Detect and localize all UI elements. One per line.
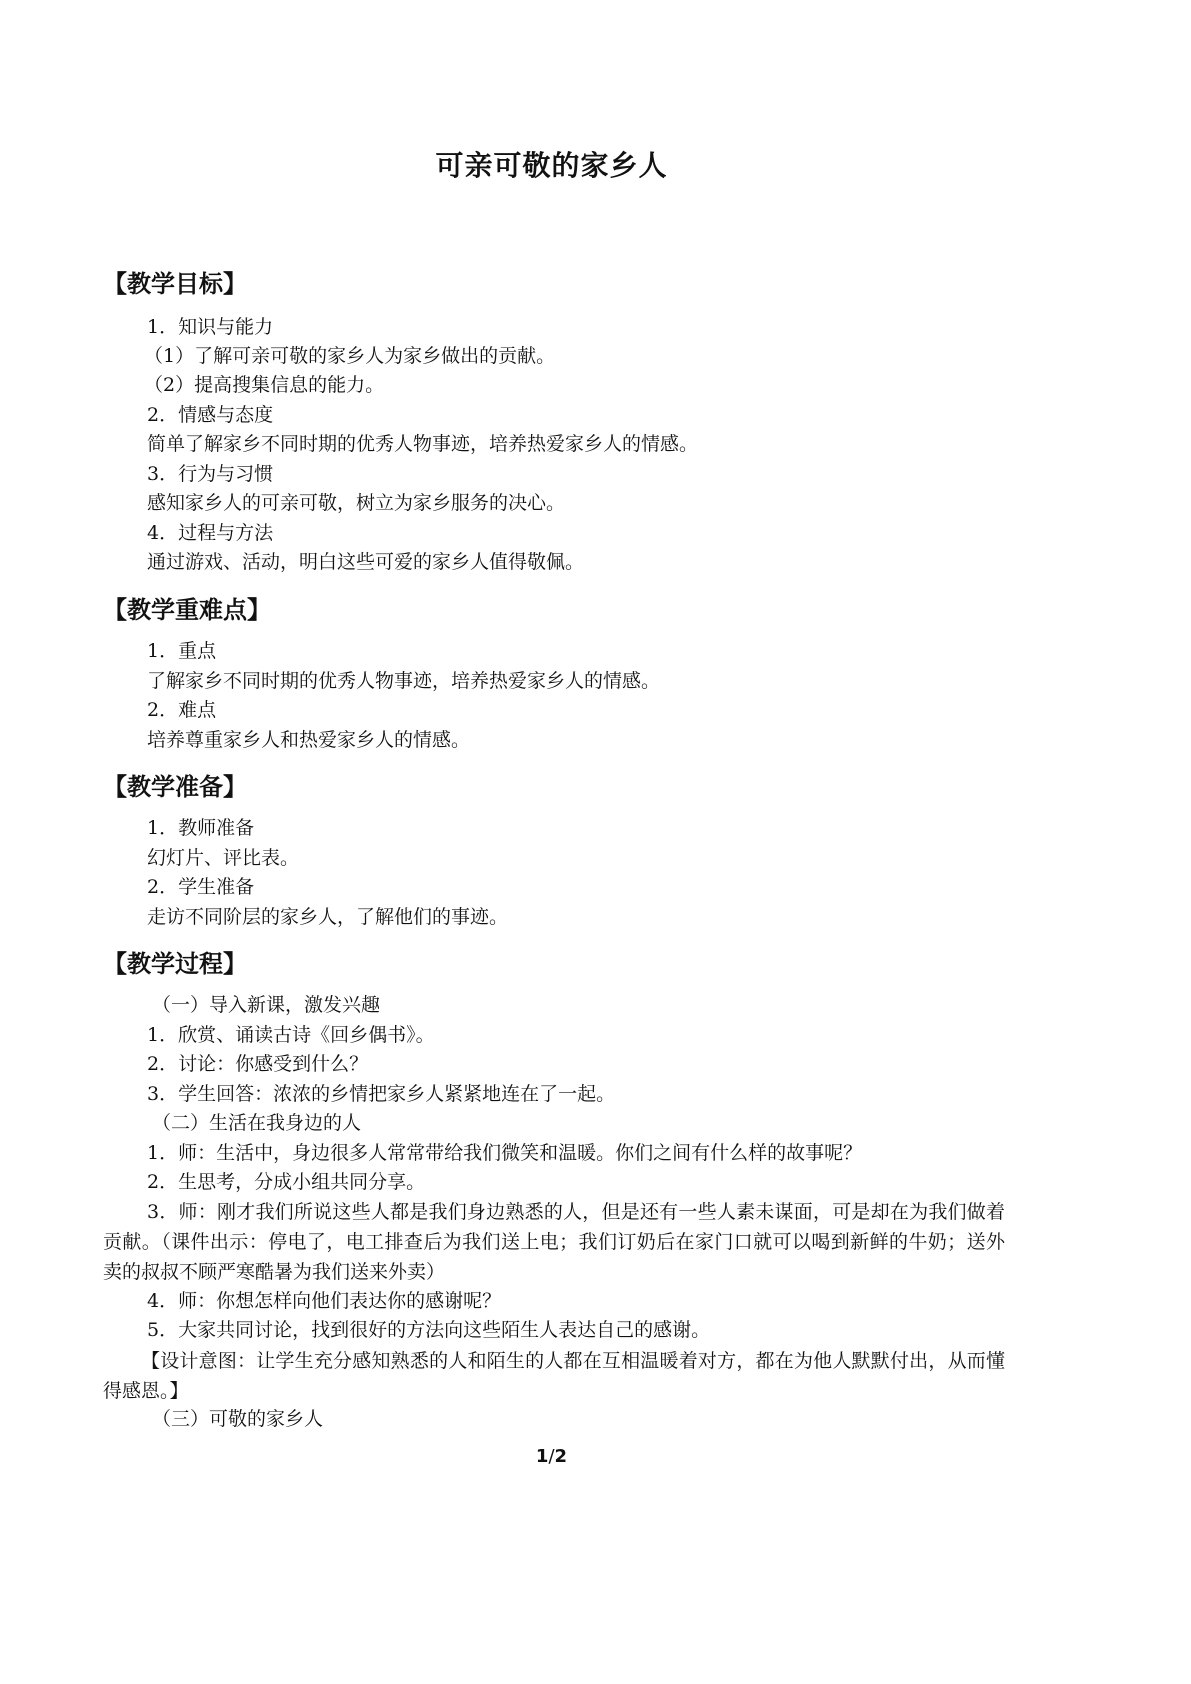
process-line: 1．欣赏、诵读古诗《回乡偶书》。 — [147, 1024, 435, 1046]
objective-line: 1．知识与能力 — [147, 316, 274, 338]
process-line: （二）生活在我身边的人 — [152, 1112, 362, 1134]
objective-line: 感知家乡人的可亲可敬，树立为家乡服务的决心。 — [147, 492, 566, 514]
section-heading-preparation: 【教学准备】 — [103, 773, 247, 801]
section-heading-objectives: 【教学目标】 — [103, 270, 247, 298]
page-total: 2 — [554, 1446, 568, 1467]
document-title: 可亲可敬的家乡人 — [435, 149, 668, 182]
section-heading-key-points: 【教学重难点】 — [103, 596, 271, 624]
process-line: 3．学生回答：浓浓的乡情把家乡人紧紧地连在了一起。 — [147, 1083, 616, 1105]
process-line: （三）可敬的家乡人 — [152, 1408, 324, 1430]
key-point-line: 了解家乡不同时期的优秀人物事迹，培养热爱家乡人的情感。 — [147, 670, 661, 692]
process-line: 2．生思考，分成小组共同分享。 — [147, 1171, 426, 1193]
page-current: 1 — [535, 1446, 549, 1467]
objective-line: （1）了解可亲可敬的家乡人为家乡做出的贡献。 — [144, 345, 556, 367]
objective-line: 4．过程与方法 — [147, 522, 274, 544]
process-line: 2．讨论：你感受到什么？ — [147, 1053, 369, 1075]
process-line: 5．大家共同讨论，找到很好的方法向这些陌生人表达自己的感谢。 — [147, 1319, 711, 1341]
preparation-line: 1．教师准备 — [147, 817, 255, 839]
key-point-line: 1．重点 — [147, 640, 217, 662]
objective-line: 2．情感与态度 — [147, 404, 274, 426]
preparation-line: 2．学生准备 — [147, 876, 255, 898]
key-point-line: 2．难点 — [147, 699, 217, 721]
key-point-line: 培养尊重家乡人和热爱家乡人的情感。 — [147, 729, 471, 751]
preparation-line: 走访不同阶层的家乡人，了解他们的事迹。 — [147, 906, 509, 928]
objective-line: 3．行为与习惯 — [147, 463, 274, 485]
page-number — [0, 1446, 1103, 1467]
process-line: （一）导入新课，激发兴趣 — [152, 994, 381, 1016]
objective-line: （2）提高搜集信息的能力。 — [144, 374, 385, 396]
preparation-line: 幻灯片、评比表。 — [147, 847, 300, 869]
design-intent-paragraph: 【设计意图：让学生充分感知熟悉的人和陌生的人都在互相温暖着对方，都在为他人默默付出，从而懂得感恩。】 — [103, 1350, 1005, 1402]
objective-line: 通过游戏、活动，明白这些可爱的家乡人值得敬佩。 — [147, 551, 585, 573]
process-line: 4．师：你想怎样向他们表达你的感谢呢？ — [147, 1290, 502, 1312]
objective-line: 简单了解家乡不同时期的优秀人物事迹，培养热爱家乡人的情感。 — [147, 433, 699, 455]
section-heading-process: 【教学过程】 — [103, 950, 247, 978]
process-paragraph: 3．师：刚才我们所说这些人都是我们身边熟悉的人，但是还有一些人素未谋面，可是却在为我们做着贡献。（课件出示：停电了，电工排查后为我们送上电；我们订奶后在家门口就可以喝到新鲜的牛奶；送外卖的叔叔不顾严寒酷暑为我们送来外卖） — [103, 1201, 1005, 1283]
page-separator: / — [548, 1446, 555, 1467]
process-line: 1．师：生活中，身边很多人常常带给我们微笑和温暖。你们之间有什么样的故事呢？ — [147, 1142, 863, 1164]
